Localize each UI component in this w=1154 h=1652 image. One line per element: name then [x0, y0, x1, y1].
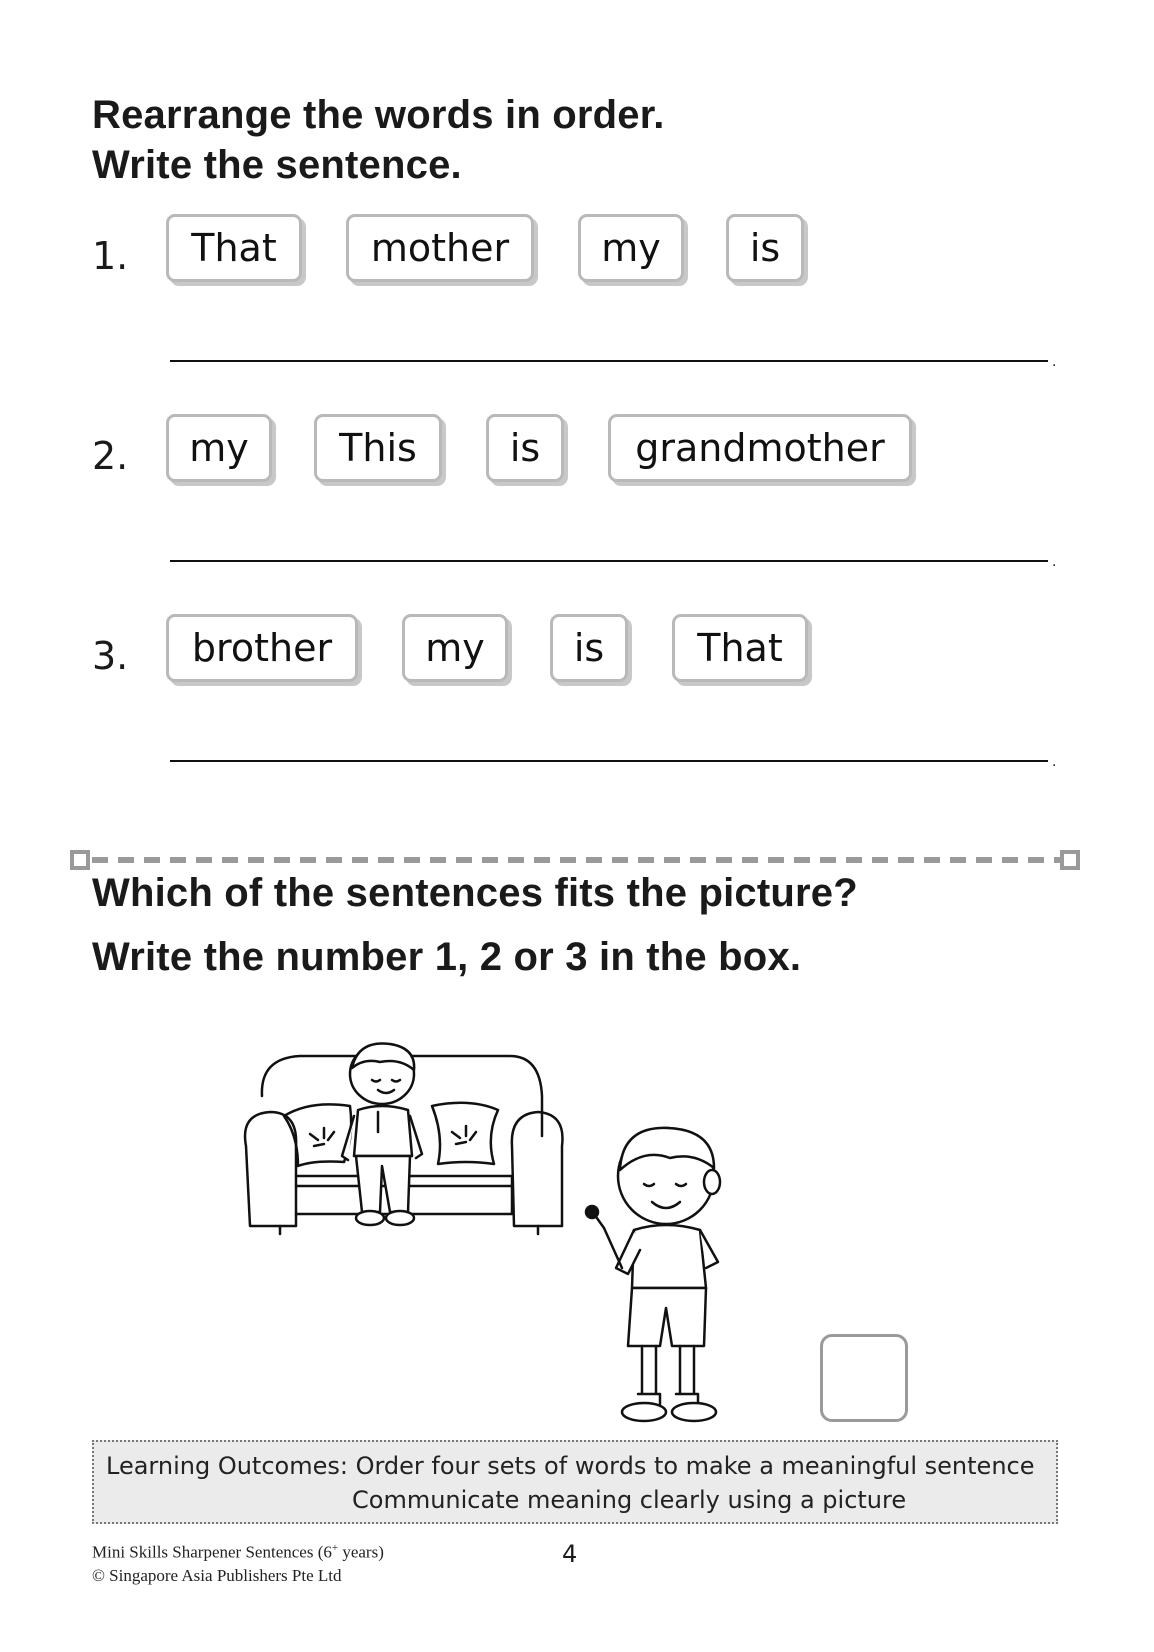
word-tile[interactable]: my	[402, 614, 508, 682]
learning-outcomes-line1: Learning Outcomes: Order four sets of words to make a meaningful sentence	[106, 1452, 1035, 1480]
exercise-number: 3.	[92, 634, 129, 678]
word-tile[interactable]: is	[726, 214, 804, 282]
footer-book-title	[92, 1542, 384, 1563]
answer-line[interactable]	[170, 360, 1048, 362]
answer-box[interactable]	[820, 1334, 908, 1422]
word-tile[interactable]: That	[672, 614, 808, 682]
answer-end-mark: .	[1052, 353, 1057, 370]
word-tile[interactable]: is	[550, 614, 628, 682]
word-tile[interactable]: mother	[346, 214, 534, 282]
word-tile[interactable]: This	[314, 414, 442, 482]
pointing-boy-icon	[598, 1118, 758, 1428]
word-tile[interactable]: brother	[166, 614, 358, 682]
section1-heading-line2: Write the sentence.	[92, 143, 462, 187]
learning-outcomes-line2: Communicate meaning clearly using a picture	[352, 1486, 907, 1514]
word-tile[interactable]: my	[578, 214, 684, 282]
book-title-superscript: +	[331, 1542, 339, 1554]
learning-outcomes-box	[92, 1440, 1058, 1524]
book-title-suffix: years)	[338, 1542, 384, 1562]
exercise-3	[0, 614, 1154, 784]
exercise-2	[0, 414, 1154, 584]
section2-heading-line1: Which of the sentences fits the picture?	[92, 871, 858, 915]
section1-heading-line1: Rearrange the words in order.	[92, 93, 665, 137]
answer-end-mark: .	[1052, 553, 1057, 570]
exercise-number: 1.	[92, 234, 129, 278]
footer-copyright: © Singapore Asia Publishers Pte Ltd	[92, 1566, 342, 1585]
page-number: 4	[562, 1540, 578, 1568]
answer-end-mark: .	[1052, 753, 1057, 770]
section2-heading-line2: Write the number 1, 2 or 3 in the box.	[92, 935, 802, 979]
word-tile[interactable]: my	[166, 414, 272, 482]
word-tile[interactable]: That	[166, 214, 302, 282]
answer-line[interactable]	[170, 760, 1048, 762]
exercise-number: 2.	[92, 434, 129, 478]
answer-line[interactable]	[170, 560, 1048, 562]
word-tile[interactable]: grandmother	[608, 414, 912, 482]
book-title-prefix: Mini Skills Sharpener Sentences (6	[92, 1542, 332, 1562]
word-tile[interactable]: is	[486, 414, 564, 482]
sofa-icon	[240, 1036, 570, 1236]
exercise-1	[0, 214, 1154, 384]
